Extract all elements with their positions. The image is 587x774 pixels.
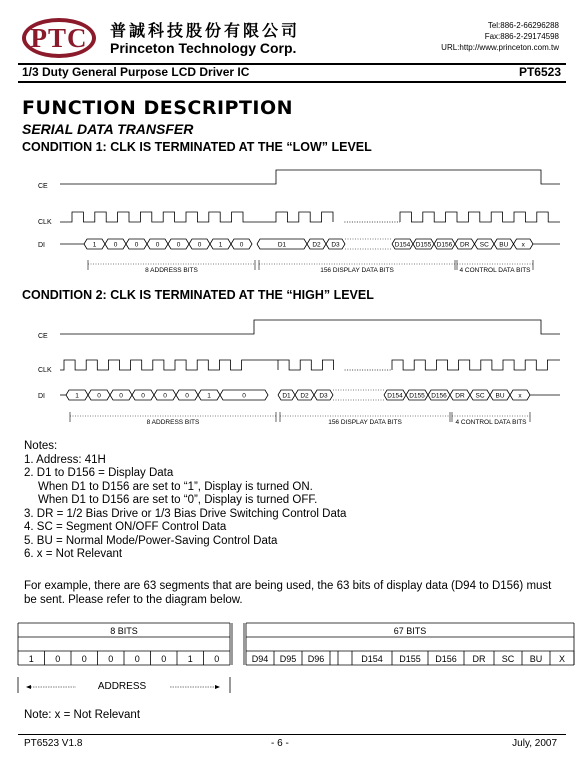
signal-label-di: DI [38, 242, 45, 249]
ce-waveform [60, 170, 560, 184]
timing-diagram-condition-1 [0, 160, 587, 280]
left-bit-cell-6: 0 [161, 654, 167, 664]
clk-waveform-part-1 [60, 360, 334, 370]
left-bit-cell-7: 1 [187, 654, 193, 664]
di-address-bit-2: 0 [113, 241, 118, 249]
di-control-bit-3: BU [495, 392, 505, 400]
left-bit-cell-1: 1 [28, 654, 34, 664]
left-bit-cell-5: 0 [134, 654, 140, 664]
company-name-chinese: 普誠科技股份有限公司 [110, 21, 301, 40]
label-address-bits: 8 ADDRESS BITS [146, 419, 200, 426]
section-subtitle: SERIAL DATA TRANSFER [22, 121, 194, 137]
left-bit-cell-3: 0 [81, 654, 87, 664]
di-data-bit-d156: D156 [431, 392, 447, 400]
di-control-bit-1: DR [455, 392, 465, 400]
di-data-bit-d156: D156 [436, 241, 453, 249]
di-control-bit-2: SC [479, 241, 489, 249]
label-address-bits: 8 ADDRESS BITS [145, 267, 198, 274]
signal-label-clk: CLK [38, 367, 52, 374]
signal-label-ce: CE [38, 333, 48, 340]
di-data-bit-d2: D2 [312, 241, 321, 249]
right-bit-cell-d96: D96 [307, 654, 325, 664]
right-bit-cell-d155: D155 [399, 654, 421, 664]
footer-page-number: - 6 - [271, 738, 289, 749]
right-bit-cell-sc: SC [501, 654, 515, 664]
note-2b: When D1 to D156 are set to “0”, Display is turned OFF. [38, 494, 318, 506]
clk-waveform-part-2 [400, 212, 560, 222]
note-not-relevant: Note: x = Not Relevant [24, 709, 141, 721]
di-data-bit-d3: D3 [331, 241, 340, 249]
di-data-bit-d1: D1 [277, 241, 287, 249]
label-control-data-bits: 4 CONTROL DATA BITS [455, 419, 527, 426]
di-address-bit-7: 1 [207, 392, 211, 400]
di-address-bit-3: 0 [134, 241, 139, 249]
right-bit-cell-d94: D94 [251, 654, 269, 664]
example-text: For example, there are 63 segments that are being used, the 63 bits of display data (D94 to D156) must be sent. Please refer to the diagram below. [24, 580, 552, 606]
company-logo [22, 18, 96, 58]
di-data-bit-d3: D3 [319, 392, 328, 400]
note-1: 1. Address: 41H [24, 453, 106, 466]
di-address-bit-7: 1 [218, 241, 223, 249]
left-bit-cell-8: 0 [214, 654, 220, 664]
note-3: 3. DR = 1/2 Bias Drive or 1/3 Bias Drive Switching Control Data [24, 507, 347, 520]
footer-date: July, 2007 [512, 738, 557, 749]
footer-divider [18, 734, 566, 735]
di-address-bit-2: 0 [97, 392, 101, 400]
notes-heading: Notes: [24, 440, 58, 452]
right-bit-cell-d95: D95 [279, 654, 297, 664]
company-name-english: Princeton Technology Corp. [110, 40, 297, 56]
di-address-bit-1: 1 [92, 241, 97, 249]
footer-version: PT6523 V1.8 [24, 738, 83, 749]
contact-url: URL:http://www.princeton.com.tw [441, 43, 559, 52]
di-address-bit-1: 1 [75, 392, 79, 400]
contact-fax: Fax:886-2-29174598 [484, 32, 559, 41]
di-address-bit-4: 0 [155, 241, 160, 249]
signal-label-ce: CE [38, 183, 48, 190]
left-bit-cell-4: 0 [108, 654, 114, 664]
di-control-bit-2: SC [475, 392, 485, 400]
signal-label-di: DI [38, 393, 45, 400]
di-address-bit-5: 0 [176, 241, 181, 249]
signal-label-clk: CLK [38, 219, 52, 226]
di-data-bit-d155: D155 [409, 392, 425, 400]
timing-diagram-condition-2 [0, 310, 587, 435]
di-address-bit-3: 0 [119, 392, 123, 400]
right-bit-cell-dr: DR [472, 654, 486, 664]
di-address-bit-5: 0 [163, 392, 167, 400]
bit-table [0, 615, 587, 705]
di-data-bit-d155: D155 [415, 241, 432, 249]
note-6: 6. x = Not Relevant [24, 548, 123, 560]
condition-2-heading: CONDITION 2: CLK IS TERMINATED AT THE “HIGH” LEVEL [22, 288, 374, 302]
di-control-bit-4: x [518, 392, 522, 400]
notes [24, 440, 346, 562]
left-bit-cell-2: 0 [55, 654, 61, 664]
di-address-bit-4: 0 [141, 392, 145, 400]
ce-waveform [60, 320, 560, 334]
left-bits-header: 8 BITS [110, 626, 138, 636]
doc-title: 1/3 Duty General Purpose LCD Driver IC [22, 65, 250, 79]
di-address-bit-6: 0 [197, 241, 202, 249]
di-address-bit-8: 0 [239, 241, 244, 249]
label-display-data-bits: 156 DISPLAY DATA BITS [320, 267, 394, 274]
note-5: 5. BU = Normal Mode/Power-Saving Control Data [24, 534, 278, 547]
di-data-bit-d154: D154 [387, 392, 403, 400]
di-data-bit-d1: D1 [282, 392, 291, 400]
di-data-bit-d2: D2 [300, 392, 309, 400]
clk-waveform-part-2 [392, 360, 560, 370]
note-4: 4. SC = Segment ON/OFF Control Data [24, 521, 227, 533]
part-number: PT6523 [518, 65, 561, 79]
di-control-bit-3: BU [499, 241, 509, 249]
right-bit-cell-d154: D154 [361, 654, 383, 664]
di-address-bit-8: 0 [242, 392, 246, 400]
right-bit-cell-x: X [558, 654, 566, 664]
label-display-data-bits: 156 DISPLAY DATA BITS [328, 419, 402, 426]
condition-1-heading: CONDITION 1: CLK IS TERMINATED AT THE “LOW” LEVEL [22, 140, 372, 154]
logo-text: PTC [30, 22, 88, 53]
contact-tel: Tel:886-2-66296288 [487, 21, 559, 30]
di-control-bit-1: DR [460, 241, 470, 249]
note-2a: When D1 to D156 are set to “1”, Display is turned ON. [38, 480, 313, 493]
di-control-bit-4: x [521, 241, 525, 249]
right-bit-cell-d156: D156 [435, 654, 457, 664]
right-bit-cell-bu: BU [529, 654, 543, 664]
address-label: ADDRESS [97, 681, 147, 692]
note-2: 2. D1 to D156 = Display Data [24, 467, 174, 479]
contact-info [441, 20, 559, 53]
section-title: FUNCTION DESCRIPTION [22, 97, 294, 119]
di-address-bit-6: 0 [185, 392, 189, 400]
label-control-data-bits: 4 CONTROL DATA BITS [459, 267, 531, 274]
clk-waveform-part-1 [60, 212, 333, 222]
right-bits-header: 67 BITS [393, 626, 427, 636]
di-data-bit-d154: D154 [394, 241, 411, 249]
